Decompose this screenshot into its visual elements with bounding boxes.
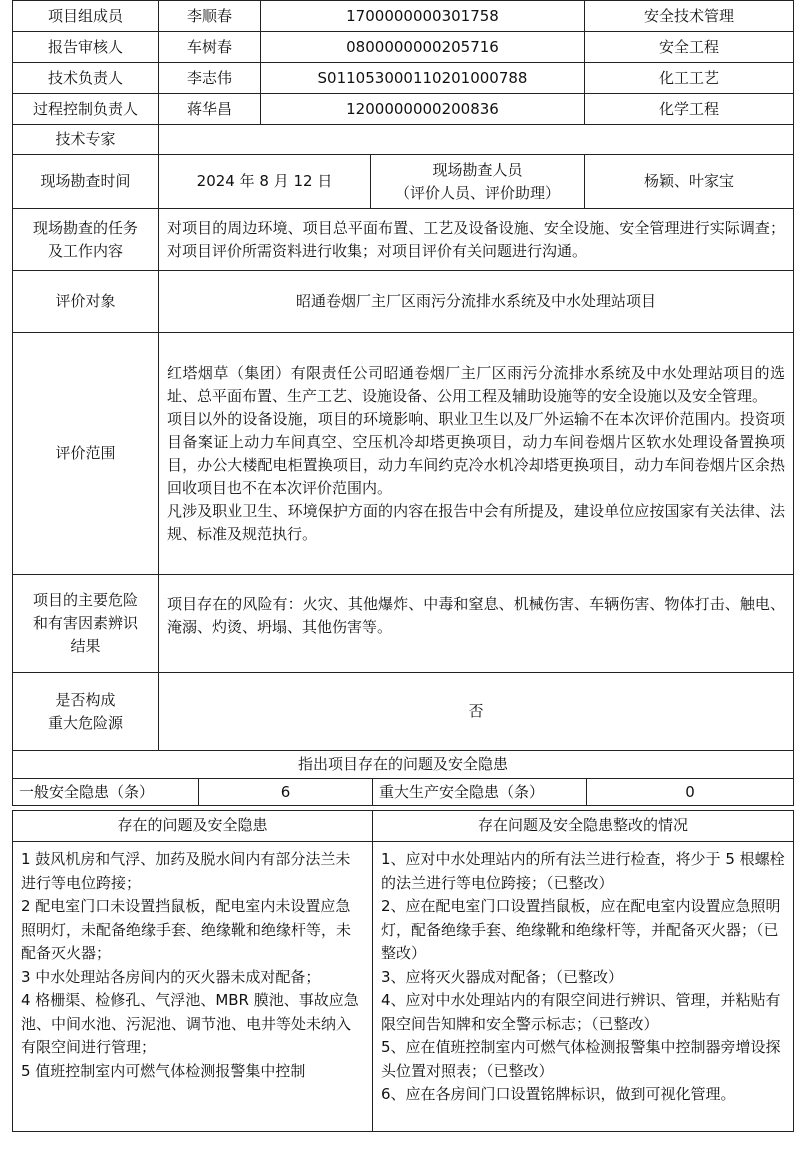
survey-row bbox=[13, 155, 794, 209]
problem-item: 3 中水处理站各房间内的灭火器未成对配备； bbox=[21, 967, 321, 986]
fix-item: 3、应将灭火器成对配备；（已整改） bbox=[381, 967, 624, 986]
survey-staff-value: 杨颖、叶家宝 bbox=[585, 155, 794, 209]
general-count-label: 一般安全隐患（条） bbox=[13, 779, 199, 806]
survey-time-label: 现场勘查时间 bbox=[13, 155, 159, 209]
expert-label: 技术专家 bbox=[13, 125, 159, 155]
major-label-line2: 重大危险源 bbox=[47, 713, 123, 732]
field-cell: 安全工程 bbox=[585, 32, 794, 63]
survey-staff-label-line2: （评价人员、评价助理） bbox=[394, 183, 560, 202]
hazards-text: 项目存在的风险有：火灾、其他爆炸、中毒和窒息、机械伤害、车辆伤害、物体打击、触电、淹溺、灼烫、坍塌、其他伤害等。 bbox=[159, 575, 794, 673]
major-value: 否 bbox=[159, 673, 794, 751]
survey-staff-label bbox=[371, 155, 585, 209]
major-label-line1: 是否构成 bbox=[55, 690, 116, 709]
hazards-row bbox=[13, 575, 794, 673]
fix-item: 4、应对中水处理站内的有限空间进行辨识、管理，并粘贴有限空间告知牌和安全警示标志；（已整改） bbox=[381, 991, 781, 1033]
problem-item: 1 鼓风机房和气浮、加药及脱水间内有部分法兰未进行等电位跨接； bbox=[21, 850, 351, 892]
major-label bbox=[13, 673, 159, 751]
personnel-row bbox=[13, 63, 794, 94]
issues-table bbox=[12, 810, 794, 1132]
field-cell: 化工工艺 bbox=[585, 63, 794, 94]
cert-cell: S011053000110201000788 bbox=[261, 63, 585, 94]
issues-content-row bbox=[13, 842, 794, 1132]
fixes-list bbox=[373, 842, 794, 1132]
task-label-line1: 现场勘查的任务 bbox=[32, 218, 138, 237]
name-cell: 蒋华昌 bbox=[159, 94, 261, 125]
object-label: 评价对象 bbox=[13, 271, 159, 333]
cert-cell: 1200000000200836 bbox=[261, 94, 585, 125]
fix-item: 1、应对中水处理站内的所有法兰进行检查，将少于 5 根螺栓的法兰进行等电位跨接；（已整改） bbox=[381, 850, 785, 892]
counts-row bbox=[13, 779, 794, 806]
major-count-value: 0 bbox=[587, 779, 794, 806]
role-cell: 项目组成员 bbox=[13, 1, 159, 32]
issues-columns-row bbox=[13, 811, 794, 842]
major-count-label: 重大生产安全隐患（条） bbox=[373, 779, 587, 806]
counts-table bbox=[12, 778, 794, 806]
hazards-label-line2: 和有害因素辨识 bbox=[32, 614, 138, 632]
scope-text bbox=[159, 333, 794, 575]
scope-paragraph: 红塔烟草（集团）有限责任公司昭通卷烟厂主厂区雨污分流排水系统及中水处理站项目的选址、总平面布置、生产工艺、设施设备、公用工程及辅助设施等的安全设施以及安全管理。 bbox=[167, 363, 785, 405]
hazards-label bbox=[13, 575, 159, 673]
object-value: 昭通卷烟厂主厂区雨污分流排水系统及中水处理站项目 bbox=[159, 271, 794, 333]
scope-paragraph: 凡涉及职业卫生、环境保护方面的内容在报告中会有所提及，建设单位应按国家有关法律、法规、标准及规范执行。 bbox=[167, 501, 785, 543]
task-text: 对项目的周边环境、项目总平面布置、工艺及设备设施、安全设施、安全管理进行实际调查；对项目评价所需资料进行收集；对项目评价有关问题进行沟通。 bbox=[159, 209, 794, 271]
hazards-label-line1: 项目的主要危险 bbox=[32, 591, 138, 609]
scope-row bbox=[13, 333, 794, 575]
fix-item: 5、应在值班控制室内可燃气体检测报警集中控制器旁增设探头位置对照表；（已整改） bbox=[381, 1038, 781, 1080]
hazards-label-line3: 结果 bbox=[70, 637, 101, 655]
info-table bbox=[12, 0, 794, 779]
survey-staff-label-line1: 现场勘查人员 bbox=[432, 160, 523, 179]
cert-cell: 1700000000301758 bbox=[261, 1, 585, 32]
role-cell: 技术负责人 bbox=[13, 63, 159, 94]
general-count-value: 6 bbox=[199, 779, 373, 806]
role-cell: 过程控制负责人 bbox=[13, 94, 159, 125]
problem-item: 5 值班控制室内可燃气体检测报警集中控制 bbox=[21, 1061, 306, 1080]
cert-cell: 0800000000205716 bbox=[261, 32, 585, 63]
survey-time-value: 2024 年 8 月 12 日 bbox=[159, 155, 371, 209]
task-label-line2: 及工作内容 bbox=[47, 241, 123, 260]
name-cell: 李志伟 bbox=[159, 63, 261, 94]
personnel-row bbox=[13, 32, 794, 63]
name-cell: 车树春 bbox=[159, 32, 261, 63]
personnel-row bbox=[13, 94, 794, 125]
major-hazard-row bbox=[13, 673, 794, 751]
fix-item: 2、应在配电室门口设置挡鼠板，应在配电室内设置应急照明灯，配备绝缘手套、绝缘靴和绝缘杆等，并配备灭火器；（已整改） bbox=[381, 897, 781, 962]
expert-row bbox=[13, 125, 794, 155]
fix-item: 6、应在各房间门口设置铭牌标识，做到可视化管理。 bbox=[381, 1085, 736, 1103]
role-cell: 报告审核人 bbox=[13, 32, 159, 63]
scope-paragraph: 项目以外的设备设施，项目的环境影响、职业卫生以及厂外运输不在本次评价范围内。投资项目备案证上动力车间真空、空压机冷却塔更换项目，动力车间卷烟片区软水处理设备置换项目，办公大楼配电柜置换项目，动力车间约克冷水机冷却塔更换项目，动力车间卷烟片区余热回收项目也不在本次评价范围内。 bbox=[167, 409, 785, 497]
problem-item: 2 配电室门口未设置挡鼠板，配电室内未设置应急照明灯，未配备绝缘手套、绝缘靴和绝缘杆等，未配备灭火器； bbox=[21, 897, 352, 962]
name-cell: 李顺春 bbox=[159, 1, 261, 32]
problems-list bbox=[13, 842, 373, 1132]
personnel-row bbox=[13, 1, 794, 32]
task-row bbox=[13, 209, 794, 271]
assessment-form bbox=[12, 0, 793, 1132]
scope-label: 评价范围 bbox=[13, 333, 159, 575]
fixes-column-header: 存在问题及安全隐患整改的情况 bbox=[373, 811, 794, 842]
field-cell: 化学工程 bbox=[585, 94, 794, 125]
expert-value bbox=[159, 125, 794, 155]
problem-item: 4 格栅渠、检修孔、气浮池、MBR 膜池、事故应急池、中间水池、污泥池、调节池、电井等处未纳入有限空间进行管理； bbox=[21, 991, 359, 1056]
issues-header-row bbox=[13, 751, 794, 779]
task-label bbox=[13, 209, 159, 271]
field-cell: 安全技术管理 bbox=[585, 1, 794, 32]
issues-header: 指出项目存在的问题及安全隐患 bbox=[13, 751, 794, 779]
problems-column-header: 存在的问题及安全隐患 bbox=[13, 811, 373, 842]
object-row bbox=[13, 271, 794, 333]
